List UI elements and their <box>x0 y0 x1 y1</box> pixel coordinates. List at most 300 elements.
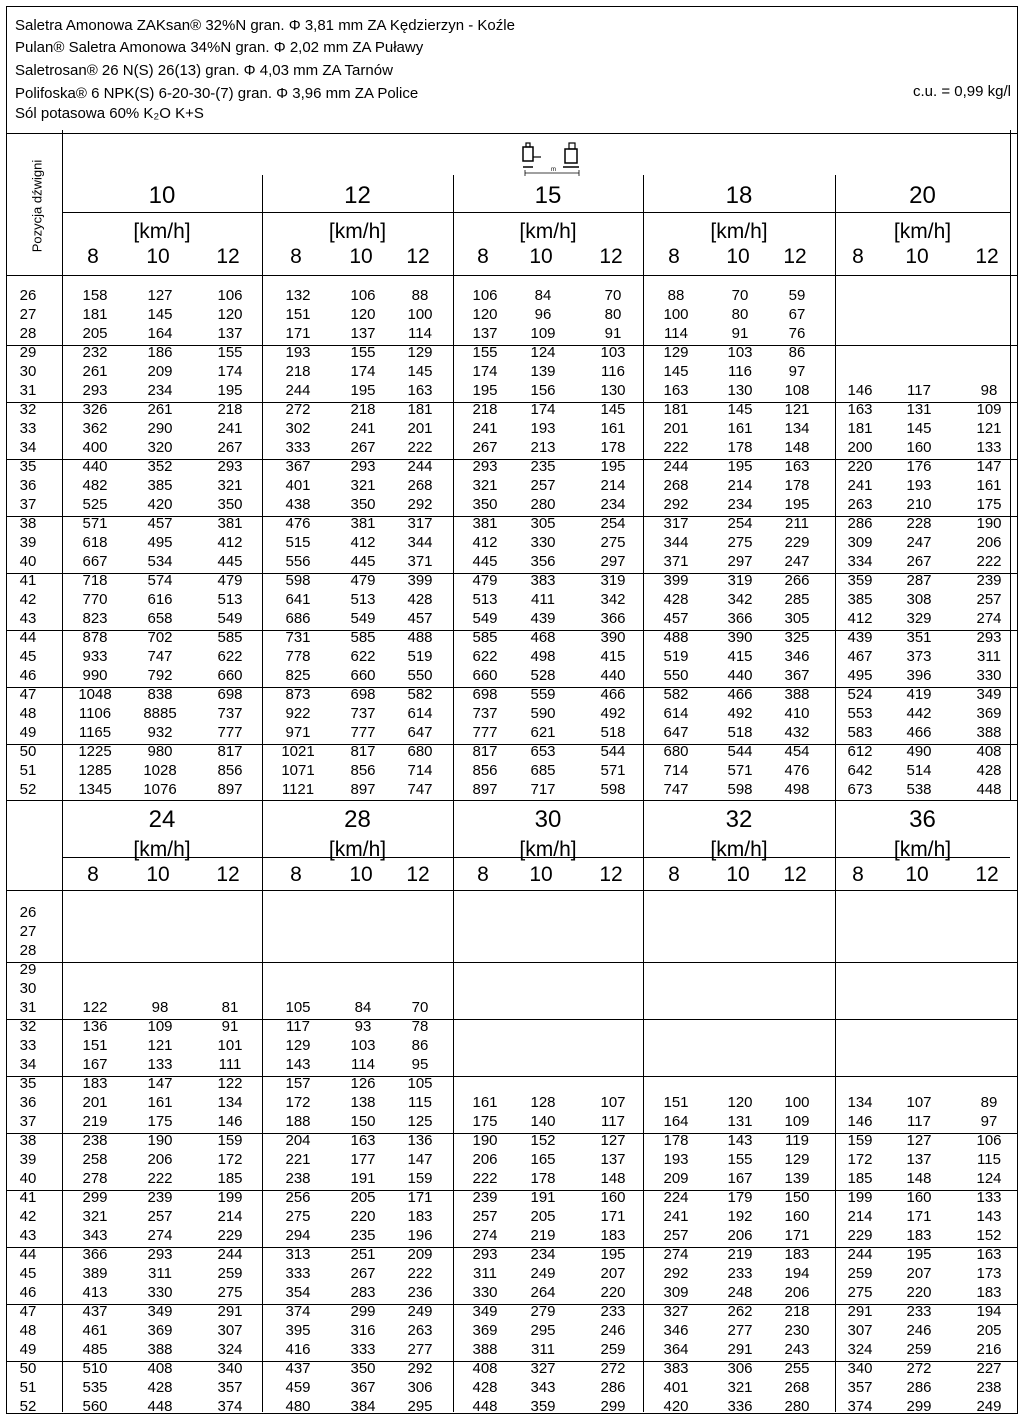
lever-position-36: 36 <box>19 1094 37 1111</box>
rate-value-cell: 1048 <box>78 686 112 703</box>
tractor-spreader-icon <box>519 139 589 179</box>
lever-position-label-text: Pozycja dźwigni <box>29 159 45 253</box>
rate-value-cell: 571 <box>82 515 108 532</box>
rate-value-cell: 148 <box>784 439 810 456</box>
rate-value-cell: 321 <box>82 1208 108 1225</box>
rate-value-cell: 878 <box>82 629 108 646</box>
speed-12-header: 12 <box>975 245 999 268</box>
rate-value-cell: 698 <box>350 686 376 703</box>
rate-value-cell: 275 <box>847 1284 873 1301</box>
rate-value-cell: 374 <box>217 1398 243 1415</box>
rate-value-cell: 145 <box>407 363 433 380</box>
rate-value-cell: 528 <box>530 667 556 684</box>
rate-value-cell: 498 <box>784 781 810 798</box>
unit-label: [km/h] <box>893 838 952 861</box>
rate-value-cell: 343 <box>82 1227 108 1244</box>
rate-value-cell: 88 <box>667 287 685 304</box>
lever-position-42: 42 <box>19 1208 37 1225</box>
rate-value-cell: 234 <box>147 382 173 399</box>
rate-value-cell: 747 <box>663 781 689 798</box>
rate-value-cell: 1225 <box>78 743 112 760</box>
rate-value-cell: 81 <box>221 999 239 1016</box>
lever-position-34: 34 <box>19 1056 37 1073</box>
rate-value-cell: 206 <box>147 1151 173 1168</box>
speed-8-header: 8 <box>290 863 302 886</box>
rate-value-cell: 267 <box>472 439 498 456</box>
rate-value-cell: 192 <box>727 1208 753 1225</box>
rate-value-cell: 420 <box>147 496 173 513</box>
width-group-divider <box>453 800 454 1412</box>
lever-position-52: 52 <box>19 1398 37 1415</box>
rate-value-cell: 201 <box>407 420 433 437</box>
rate-value-cell: 553 <box>847 705 873 722</box>
rate-value-cell: 1106 <box>78 705 112 722</box>
rate-value-cell: 642 <box>847 762 873 779</box>
rate-value-cell: 143 <box>727 1132 753 1149</box>
rate-value-cell: 293 <box>82 382 108 399</box>
rate-value-cell: 350 <box>472 496 498 513</box>
rate-value-cell: 293 <box>472 458 498 475</box>
speed-10-header: 10 <box>726 863 750 886</box>
rate-value-cell: 241 <box>217 420 243 437</box>
rate-value-cell: 778 <box>285 648 311 665</box>
rate-value-cell: 148 <box>906 1170 932 1187</box>
rate-value-cell: 117 <box>286 1018 310 1035</box>
rate-value-cell: 107 <box>600 1094 626 1111</box>
rate-value-cell: 321 <box>472 477 498 494</box>
rate-value-cell: 714 <box>407 762 433 779</box>
rate-value-cell: 373 <box>906 648 932 665</box>
rate-value-cell: 290 <box>147 420 173 437</box>
rate-value-cell: 498 <box>530 648 556 665</box>
rate-value-cell: 442 <box>906 705 932 722</box>
rate-value-cell: 582 <box>663 686 689 703</box>
rate-value-cell: 130 <box>600 382 626 399</box>
lever-position-45: 45 <box>19 648 37 665</box>
rate-value-cell: 359 <box>530 1398 556 1415</box>
rate-value-cell: 248 <box>727 1284 753 1301</box>
rate-value-cell: 574 <box>147 572 173 589</box>
rate-value-cell: 272 <box>285 401 311 418</box>
rate-value-cell: 257 <box>472 1208 498 1225</box>
rate-value-cell: 305 <box>784 610 810 627</box>
rate-value-cell: 381 <box>217 515 243 532</box>
rate-value-cell: 172 <box>847 1151 873 1168</box>
rate-value-cell: 220 <box>906 1284 932 1301</box>
rate-value-cell: 518 <box>600 724 626 741</box>
rate-value-cell: 412 <box>847 610 873 627</box>
rate-value-cell: 247 <box>906 534 932 551</box>
lever-position-30: 30 <box>19 363 37 380</box>
row-group-divider <box>7 962 1017 963</box>
rate-value-cell: 120 <box>350 306 376 323</box>
rate-value-cell: 171 <box>285 325 311 342</box>
rate-value-cell: 151 <box>82 1037 108 1054</box>
lever-position-37: 37 <box>19 496 37 513</box>
rate-value-cell: 259 <box>600 1341 626 1358</box>
rate-value-cell: 179 <box>727 1189 753 1206</box>
rate-value-cell: 320 <box>147 439 173 456</box>
rate-value-cell: 454 <box>784 743 810 760</box>
rate-value-cell: 124 <box>976 1170 1002 1187</box>
rate-value-cell: 549 <box>217 610 243 627</box>
lever-position-31: 31 <box>19 382 37 399</box>
lever-position-47: 47 <box>19 686 37 703</box>
rate-value-cell: 103 <box>727 344 753 361</box>
rate-value-cell: 247 <box>784 553 810 570</box>
rate-value-cell: 293 <box>217 458 243 475</box>
rate-value-cell: 117 <box>907 382 931 399</box>
lever-position-33: 33 <box>19 420 37 437</box>
rate-value-cell: 254 <box>600 515 626 532</box>
rate-value-cell: 147 <box>976 458 1002 475</box>
rate-value-cell: 737 <box>350 705 376 722</box>
rate-value-cell: 70 <box>411 999 429 1016</box>
rate-value-cell: 146 <box>847 382 873 399</box>
speed-10-header: 10 <box>905 863 929 886</box>
rate-value-cell: 383 <box>530 572 556 589</box>
rate-value-cell: 317 <box>663 515 689 532</box>
rate-value-cell: 307 <box>217 1322 243 1339</box>
rate-value-cell: 91 <box>731 325 749 342</box>
rate-value-cell: 1071 <box>281 762 315 779</box>
rate-value-cell: 933 <box>82 648 108 665</box>
rate-value-cell: 191 <box>530 1189 556 1206</box>
rate-value-cell: 195 <box>727 458 753 475</box>
working-width-24: 24 <box>148 806 176 833</box>
rate-value-cell: 70 <box>604 287 622 304</box>
rate-value-cell: 439 <box>847 629 873 646</box>
rate-value-cell: 174 <box>530 401 556 418</box>
speed-8-header: 8 <box>477 863 489 886</box>
rate-value-cell: 550 <box>407 667 433 684</box>
rate-value-cell: 107 <box>906 1094 932 1111</box>
rate-value-cell: 178 <box>784 477 810 494</box>
rate-value-cell: 109 <box>976 401 1002 418</box>
rate-value-cell: 209 <box>663 1170 689 1187</box>
rate-value-cell: 241 <box>350 420 376 437</box>
rate-value-cell: 777 <box>472 724 498 741</box>
speed-8-header: 8 <box>87 245 99 268</box>
rate-value-cell: 479 <box>217 572 243 589</box>
rate-value-cell: 359 <box>847 572 873 589</box>
rate-value-cell: 980 <box>147 743 173 760</box>
rate-value-cell: 680 <box>407 743 433 760</box>
rate-value-cell: 155 <box>727 1151 753 1168</box>
rate-value-cell: 275 <box>217 1284 243 1301</box>
rate-value-cell: 357 <box>847 1379 873 1396</box>
rate-value-cell: 621 <box>530 724 556 741</box>
rate-value-cell: 492 <box>600 705 626 722</box>
rate-value-cell: 737 <box>472 705 498 722</box>
rate-value-cell: 279 <box>530 1303 556 1320</box>
rate-value-cell: 206 <box>472 1151 498 1168</box>
rate-value-cell: 221 <box>285 1151 311 1168</box>
rate-value-cell: 177 <box>350 1151 376 1168</box>
rate-value-cell: 583 <box>847 724 873 741</box>
rate-value-cell: 412 <box>350 534 376 551</box>
working-width-36: 36 <box>909 806 936 833</box>
rate-value-cell: 342 <box>600 591 626 608</box>
rate-value-cell: 155 <box>217 344 243 361</box>
rate-value-cell: 257 <box>976 591 1002 608</box>
lever-position-42: 42 <box>19 591 37 608</box>
unit-label: [km/h] <box>519 220 577 243</box>
rate-value-cell: 856 <box>350 762 376 779</box>
rate-value-cell: 488 <box>663 629 689 646</box>
rate-value-cell: 777 <box>217 724 243 741</box>
speed-12-header: 12 <box>783 245 807 268</box>
rate-value-cell: 131 <box>906 401 932 418</box>
lever-position-27: 27 <box>19 923 37 940</box>
rate-value-cell: 428 <box>407 591 433 608</box>
rate-value-cell: 343 <box>530 1379 556 1396</box>
rate-value-cell: 238 <box>976 1379 1002 1396</box>
speed-8-header: 8 <box>852 863 864 886</box>
rate-value-cell: 130 <box>727 382 753 399</box>
rate-value-cell: 519 <box>407 648 433 665</box>
rate-value-cell: 134 <box>784 420 810 437</box>
rate-value-cell: 181 <box>847 420 873 437</box>
rate-value-cell: 354 <box>285 1284 311 1301</box>
rate-value-cell: 466 <box>727 686 753 703</box>
rate-value-cell: 428 <box>472 1379 498 1396</box>
rate-value-cell: 614 <box>407 705 433 722</box>
rate-value-cell: 292 <box>663 496 689 513</box>
rate-value-cell: 492 <box>727 705 753 722</box>
rate-value-cell: 292 <box>407 1360 433 1377</box>
rate-value-cell: 344 <box>663 534 689 551</box>
rate-value-cell: 151 <box>663 1094 689 1111</box>
rate-value-cell: 293 <box>350 458 376 475</box>
rate-value-cell: 199 <box>847 1189 873 1206</box>
rate-value-cell: 366 <box>727 610 753 627</box>
speed-10-header: 10 <box>905 245 929 268</box>
rate-value-cell: 272 <box>600 1360 626 1377</box>
rate-value-cell: 488 <box>407 629 433 646</box>
rate-value-cell: 174 <box>472 363 498 380</box>
rate-value-cell: 246 <box>906 1322 932 1339</box>
rate-value-cell: 161 <box>472 1094 498 1111</box>
rate-value-cell: 437 <box>82 1303 108 1320</box>
rate-value-cell: 186 <box>147 344 173 361</box>
rate-value-cell: 190 <box>472 1132 498 1149</box>
rate-value-cell: 408 <box>147 1360 173 1377</box>
rate-value-cell: 183 <box>906 1227 932 1244</box>
lever-position-29: 29 <box>19 961 37 978</box>
rate-value-cell: 114 <box>408 325 432 342</box>
rate-value-cell: 371 <box>663 553 689 570</box>
rate-value-cell: 485 <box>82 1341 108 1358</box>
lever-position-38: 38 <box>19 1132 37 1149</box>
rate-value-cell: 275 <box>727 534 753 551</box>
rate-value-cell: 408 <box>472 1360 498 1377</box>
rate-value-cell: 133 <box>976 1189 1002 1206</box>
rate-value-cell: 297 <box>727 553 753 570</box>
speed-8-header: 8 <box>87 863 99 886</box>
rate-value-cell: 95 <box>411 1056 429 1073</box>
rate-value-cell: 93 <box>354 1018 372 1035</box>
rate-value-cell: 214 <box>727 477 753 494</box>
rate-value-cell: 313 <box>285 1246 311 1263</box>
rate-value-cell: 257 <box>663 1227 689 1244</box>
rate-value-cell: 660 <box>217 667 243 684</box>
rate-value-cell: 440 <box>600 667 626 684</box>
rate-value-cell: 108 <box>784 382 810 399</box>
rate-value-cell: 98 <box>980 382 998 399</box>
rate-value-cell: 445 <box>472 553 498 570</box>
rate-value-cell: 274 <box>663 1246 689 1263</box>
rate-value-cell: 770 <box>82 591 108 608</box>
rate-value-cell: 263 <box>407 1322 433 1339</box>
rate-value-cell: 412 <box>217 534 243 551</box>
rate-value-cell: 124 <box>530 344 556 361</box>
rate-value-cell: 299 <box>600 1398 626 1415</box>
rate-value-cell: 390 <box>600 629 626 646</box>
rate-value-cell: 285 <box>784 591 810 608</box>
unit-label: [km/h] <box>328 838 387 861</box>
rate-value-cell: 213 <box>530 439 556 456</box>
rate-value-cell: 258 <box>82 1151 108 1168</box>
rate-value-cell: 171 <box>784 1227 810 1244</box>
rate-value-cell: 667 <box>82 553 108 570</box>
lever-position-47: 47 <box>19 1303 37 1320</box>
rate-value-cell: 160 <box>906 439 932 456</box>
bulk-density-label: c.u. = 0,99 kg/l <box>913 83 1011 100</box>
rate-value-cell: 241 <box>472 420 498 437</box>
rate-value-cell: 330 <box>530 534 556 551</box>
lever-position-39: 39 <box>19 534 37 551</box>
rate-value-cell: 145 <box>727 401 753 418</box>
rate-value-cell: 259 <box>217 1265 243 1282</box>
rate-value-cell: 291 <box>217 1303 243 1320</box>
speed-10-header: 10 <box>529 245 553 268</box>
rate-value-cell: 219 <box>530 1227 556 1244</box>
rate-value-cell: 518 <box>727 724 753 741</box>
rate-value-cell: 152 <box>976 1227 1002 1244</box>
rate-value-cell: 160 <box>906 1189 932 1206</box>
rate-value-cell: 138 <box>350 1094 376 1111</box>
rate-value-cell: 364 <box>663 1341 689 1358</box>
rate-value-cell: 439 <box>530 610 556 627</box>
rate-value-cell: 673 <box>847 781 873 798</box>
rate-value-cell: 1076 <box>143 781 177 798</box>
rate-value-cell: 647 <box>663 724 689 741</box>
rate-value-cell: 1021 <box>281 743 315 760</box>
rate-value-cell: 222 <box>407 439 433 456</box>
rate-value-cell: 535 <box>82 1379 108 1396</box>
rate-value-cell: 897 <box>472 781 498 798</box>
rate-value-cell: 1028 <box>143 762 177 779</box>
rate-value-cell: 241 <box>847 477 873 494</box>
lever-position-46: 46 <box>19 667 37 684</box>
lever-position-36: 36 <box>19 477 37 494</box>
rate-value-cell: 408 <box>976 743 1002 760</box>
lever-position-50: 50 <box>19 1360 37 1377</box>
rate-value-cell: 702 <box>147 629 173 646</box>
rate-value-cell: 183 <box>600 1227 626 1244</box>
rate-value-cell: 932 <box>147 724 173 741</box>
speed-12-header: 12 <box>975 863 999 886</box>
label-column-divider <box>62 130 63 1412</box>
rate-value-cell: 383 <box>663 1360 689 1377</box>
rate-value-cell: 556 <box>285 553 311 570</box>
rate-value-cell: 210 <box>906 496 932 513</box>
rate-value-cell: 119 <box>785 1132 809 1149</box>
speed-12-header: 12 <box>216 245 240 268</box>
unit-label: [km/h] <box>519 838 577 861</box>
rate-value-cell: 230 <box>784 1322 810 1339</box>
lever-position-44: 44 <box>19 1246 37 1263</box>
rate-value-cell: 239 <box>976 572 1002 589</box>
rate-value-cell: 292 <box>663 1265 689 1282</box>
rate-value-cell: 145 <box>600 401 626 418</box>
rate-value-cell: 369 <box>976 705 1002 722</box>
rate-value-cell: 467 <box>847 648 873 665</box>
rate-value-cell: 321 <box>350 477 376 494</box>
rate-value-cell: 101 <box>217 1037 243 1054</box>
rate-value-cell: 222 <box>976 553 1002 570</box>
rate-value-cell: 330 <box>472 1284 498 1301</box>
rate-value-cell: 172 <box>285 1094 311 1111</box>
lever-position-48: 48 <box>19 705 37 722</box>
rate-value-cell: 560 <box>82 1398 108 1415</box>
rate-value-cell: 120 <box>472 306 498 323</box>
rate-value-cell: 125 <box>407 1113 433 1130</box>
rate-value-cell: 100 <box>784 1094 810 1111</box>
rate-value-cell: 356 <box>530 553 556 570</box>
rate-value-cell: 349 <box>147 1303 173 1320</box>
rate-value-cell: 129 <box>285 1037 311 1054</box>
rate-value-cell: 261 <box>82 363 108 380</box>
working-width-10: 10 <box>148 182 176 209</box>
rate-value-cell: 280 <box>784 1398 810 1415</box>
rate-value-cell: 388 <box>472 1341 498 1358</box>
rate-value-cell: 971 <box>285 724 311 741</box>
rate-value-cell: 100 <box>407 306 433 323</box>
lever-position-48: 48 <box>19 1322 37 1339</box>
lever-position-52: 52 <box>19 781 37 798</box>
rate-value-cell: 317 <box>407 515 433 532</box>
rate-value-cell: 109 <box>530 325 556 342</box>
rate-value-cell: 206 <box>976 534 1002 551</box>
width-group-divider <box>643 800 644 1412</box>
rate-value-cell: 324 <box>217 1341 243 1358</box>
rate-value-cell: 275 <box>600 534 626 551</box>
rate-value-cell: 299 <box>350 1303 376 1320</box>
rate-value-cell: 440 <box>82 458 108 475</box>
header-bottom-line <box>7 890 1017 891</box>
rate-value-cell: 105 <box>407 1075 433 1092</box>
rate-value-cell: 448 <box>472 1398 498 1415</box>
rate-value-cell: 299 <box>82 1189 108 1206</box>
lever-position-28: 28 <box>19 942 37 959</box>
rate-value-cell: 176 <box>906 458 932 475</box>
lever-position-46: 46 <box>19 1284 37 1301</box>
rate-value-cell: 685 <box>530 762 556 779</box>
lever-position-28: 28 <box>19 325 37 342</box>
lever-position-40: 40 <box>19 553 37 570</box>
speed-10-header: 10 <box>349 863 373 886</box>
rate-value-cell: 136 <box>407 1132 433 1149</box>
rate-value-cell: 137 <box>217 325 243 342</box>
rate-value-cell: 206 <box>784 1284 810 1301</box>
rate-value-cell: 148 <box>600 1170 626 1187</box>
rate-value-cell: 598 <box>285 572 311 589</box>
lever-position-27: 27 <box>19 306 37 323</box>
rate-value-cell: 342 <box>727 591 753 608</box>
rate-value-cell: 163 <box>350 1132 376 1149</box>
